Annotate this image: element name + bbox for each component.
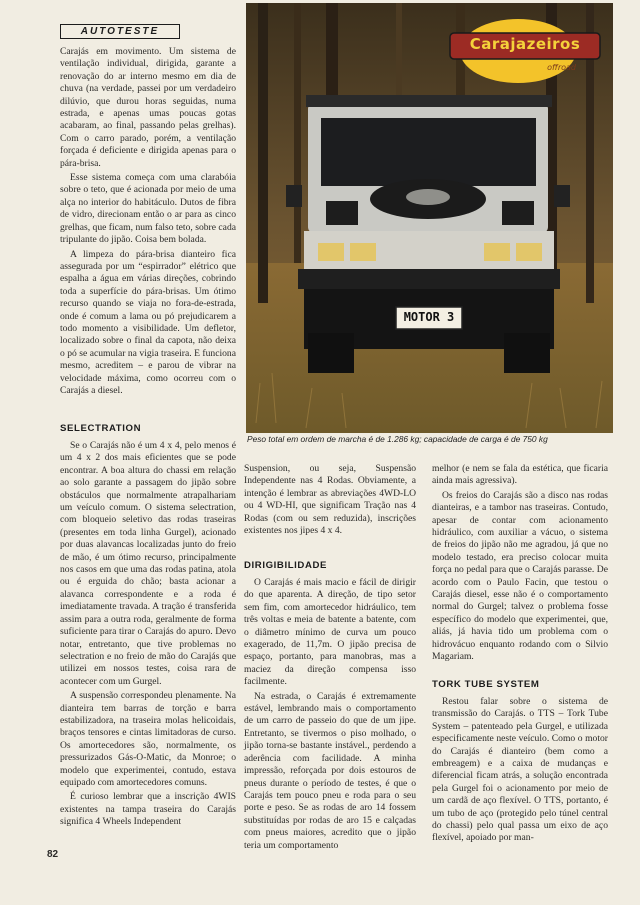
paragraph: A suspensão correspondeu plenamente. Na dianteira tem barras de torção e barra estabilizadora, na traseira molas helicoidais, braços tensores e cintas limitadoras de curso. Os amortecedores são, normalmente, os pressurizados Gás-O-Matic, da Monroe; o modelo que experimentei, contudo, estava equipado com amortecedores comuns. xyxy=(60,690,236,788)
column-3-top xyxy=(432,463,608,666)
page-number: 82 xyxy=(47,849,59,860)
license-plate: MOTOR 3 xyxy=(403,310,455,324)
logo-subtext: offroad xyxy=(547,63,576,72)
jeep-photo xyxy=(246,3,613,433)
paragraph: Na estrada, o Carajás é extremamente estável, lembrando mais o comportamento de um carro de passeio do que de um jipe. Entretanto, se tivermos o piso molhado, o jipão torna-se bastante instável., perdendo a aderência com facilidade. A minha impressão, reforçada por dois estouros de pneus durante o período de testes, é que o Carajás tem pouco pneu e roda para o seu porte e peso. Se as rodas de aro 14 fossem substituídas por rodas de aro 15 e calçadas com pneus maiores, acredito que o jipão teria um comportamento xyxy=(244,690,416,851)
paragraph: melhor (e nem se fala da estética, que ficaria ainda mais agressiva). xyxy=(432,463,608,487)
section-header: AUTOTESTE xyxy=(60,24,180,39)
photo-caption: Peso total em ordem de marcha é de 1.286 kg; capacidade de carga é de 750 kg xyxy=(247,434,548,444)
column-1-top xyxy=(60,46,236,399)
paragraph: O Carajás é mais macio e fácil de dirigir do que aparenta. A direção, de tipo setor sem fim, com amortecedor hidráulico, tem três voltas e meia de batente a batente, com o diâmetro mínimo de curva um pouco exagerado, de 11,7m. O jipão precisa de espaço, portanto, para manobras, mas a maciez da direção compensa isso facilmente. xyxy=(244,577,416,688)
paragraph: Suspension, ou seja, Suspensão Independente nas 4 Rodas. Obviamente, a intenção é lembrar as abreviações 4WD-LO ou 4 WD-HI, que significam Tração nas 4 Rodas (com ou sem reduzida), inscrições existentes nos jipes 4 x 4. xyxy=(244,463,416,537)
column-2-bottom xyxy=(244,577,416,854)
paragraph: Os freios do Carajás são a disco nas rodas dianteiras, e a tambor nas traseiras. Contudo, apesar de contar com acionamento hidráulico, com auxiliar a vácuo, o sistema de freios do jipão não me agradou, já que no modelo testado, era preciso colocar muita força no pedal para que o Carajás parasse. De acordo com o Paulo Facin, que testou o Carajás diesel, esse não é o comportamento normal do Gurgel; talvez o problema fosse específico do modelo que experimentei, que, aliás, já havia tido um problema com o hidrovácuo enquanto rodando com o Silvio Magariam. xyxy=(432,489,608,663)
paragraph: É curioso lembrar que a inscrição 4WIS existentes na tampa traseira do Carajás significa 4 Wheels Independent xyxy=(60,791,236,828)
paragraph: Se o Carajás não é um 4 x 4, pelo menos é um 4 x 2 dos mais eficientes que se pode encontrar. A boa altura do chassi em relação ao solo garante a passagem do jipão sobre obstáculos que normalmente atrapalhariam um veículo comum. O sistema selectration, com bloqueio seletivo das rodas traseiras (presentes em toda linha Gurgel), acionado por duas alavancas localizadas junto do freio de mão, é um ótimo recurso, principalmente nos casos em que uma das rodas patina, atola ou é erguida do chão; basta acionar a alavanca correspondente e a roda é imediatamente travada. A tração é transferida assim para a outra roda, geralmente de forma suficiente para tirar o Carajás do apuro. Devo notar, entretanto, que tive problemas no selectration e no freio de mão do Carajás que utilizei em nossos testes, coisa rara de acontecer com um Gurgel. xyxy=(60,440,236,687)
column-3-bottom xyxy=(432,696,608,847)
heading-selectration: SELECTRATION xyxy=(60,423,142,434)
paragraph: Carajás em movimento. Um sistema de ventilação individual, dirigida, garante a renovação do ar interno mesmo em dia de chuva (na verdade, passei por um verdadeiro dilúvio, que durou horas seguidas, numa estrada, e apenas umas poucas gotas acabaram, ao final, passando pelas grelhas). Com o carro parado, porém, a ventilação forçada é deficiente e dirigida apenas para o pára-brisa. xyxy=(60,46,236,169)
paragraph: Esse sistema começa com uma clarabóia sobre o teto, que é acionada por meio de uma alça no interior do habitáculo. Dutos de fibra de vidro, direcionam então o ar para as cinco grelhas, que ficam, num falso teto, sobre cada tripulante do jipão. Coisa bem bolada. xyxy=(60,172,236,246)
heading-tork-tube: TORK TUBE SYSTEM xyxy=(432,679,540,690)
column-1-bottom xyxy=(60,440,236,831)
logo-text: Carajazeiros xyxy=(469,35,581,53)
paragraph: A limpeza do pára-brisa dianteiro fica assegurada por um “espirrador” elétrico que espalha a água em várias direções, cobrindo toda a superfície do pára-brisas. Um ótimo recurso quando se viaja no fora-de-estrada, onde é comum a lama ou pó prejudicarem a todo momento a visibilidade. Um defletor, localizado sobre o final da capota, não deixa o pó se acumular na vigia traseira. E funciona mesmo, acreditem – e parou de vibrar na velocidade máxima, como ocorreu com o Carajás a diesel. xyxy=(60,248,236,396)
column-2-top xyxy=(244,463,416,539)
heading-dirigibilidade: DIRIGIBILIDADE xyxy=(244,560,328,571)
paragraph: Restou falar sobre o sistema de transmissão do Carajás. o TTS – Tork Tube System – patenteado pela Gurgel, e utilizada especificamente neste veículo. Como o motor do Carajás é dianteiro (bem como a embreagem) e a caixa de mudanças e diferencial ficam atrás, a solução encontrada pela Gurgel foi o acionamento por meio de um cardã de aço flexível. O TTS, portanto, é um tubo de aço (protegido pelo túnel central do chassi) pelo qual passa um eixo de aço flexível, apoiado por man- xyxy=(432,696,608,844)
